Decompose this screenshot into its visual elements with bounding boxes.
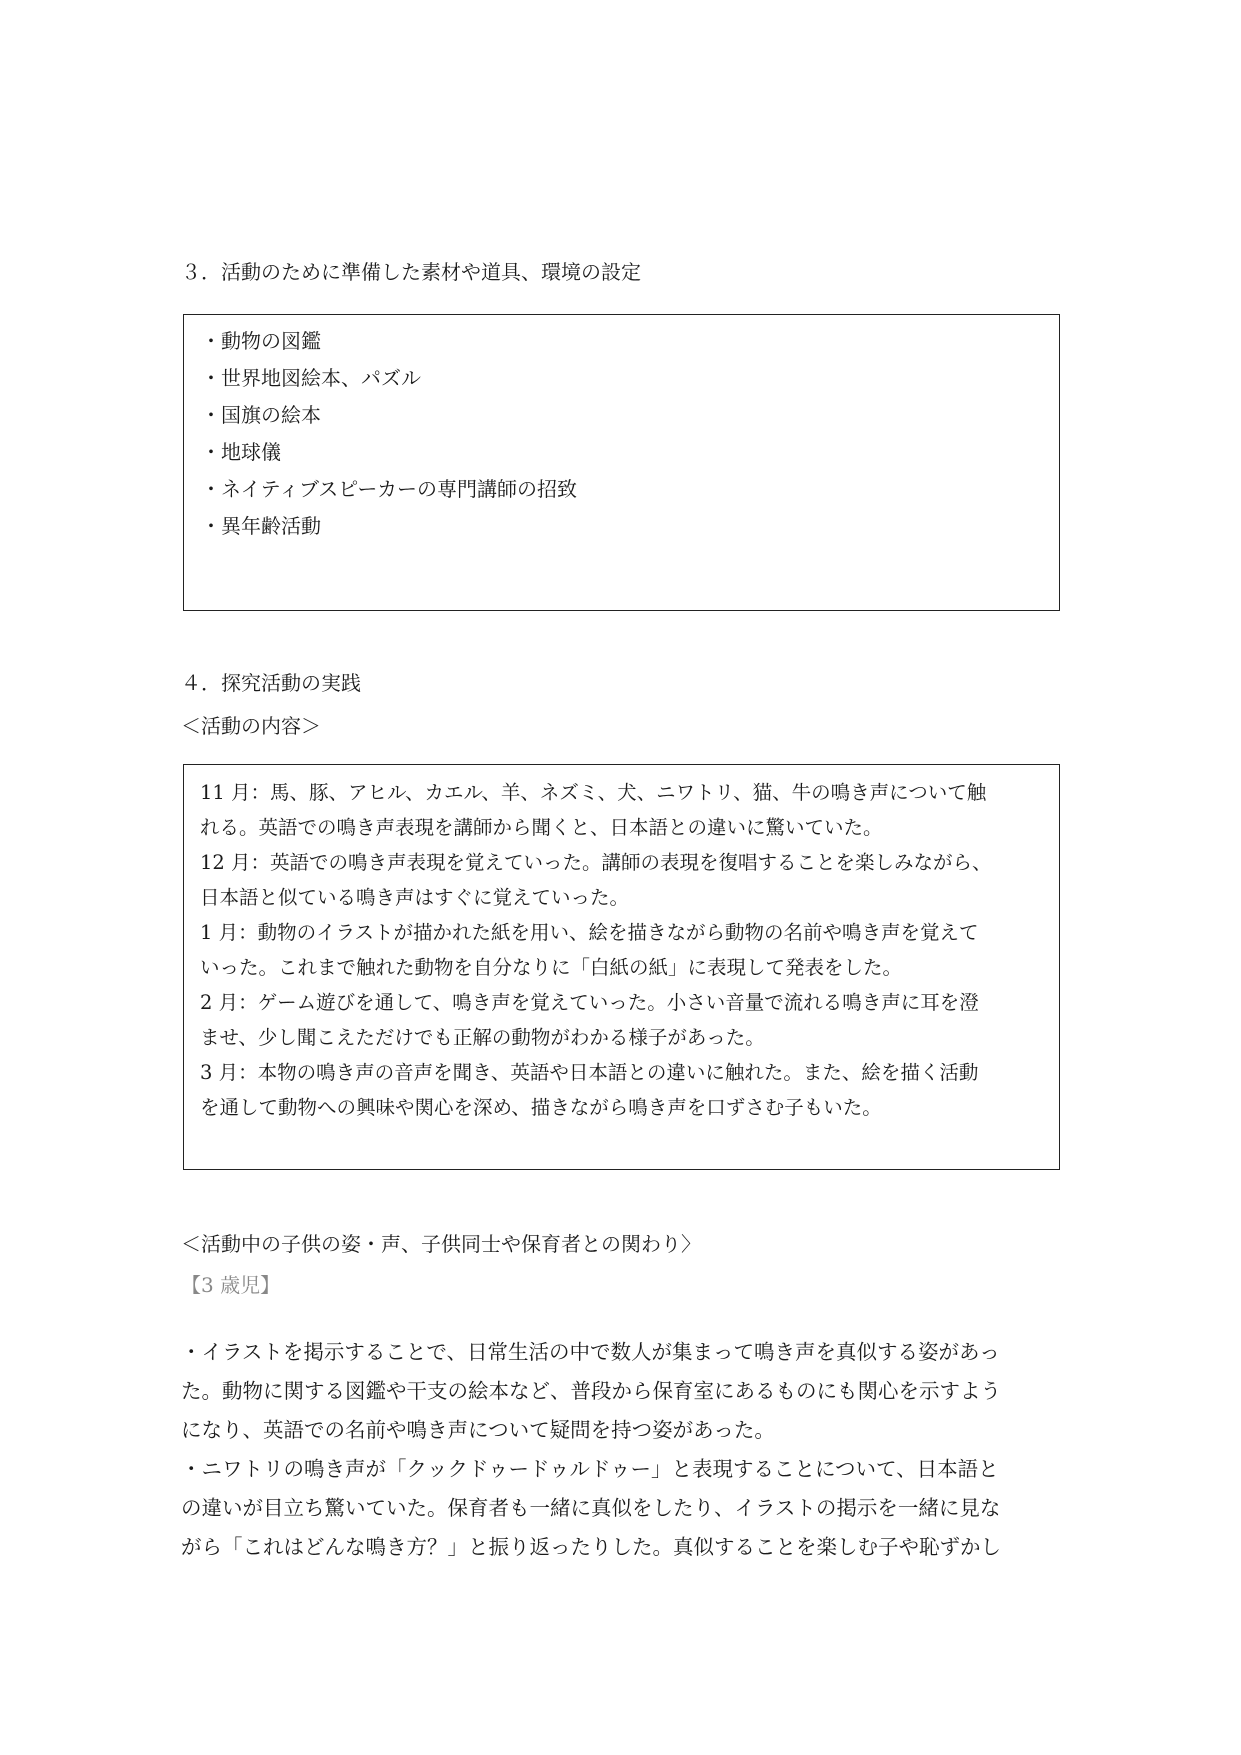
text-line: ・ニワトリの鳴き声が「クックドゥードゥルドゥー」と表現することについて、日本語と — [181, 1457, 999, 1481]
list-item: ・世界地図絵本、パズル — [201, 366, 421, 390]
activity-content-subheading: ＜活動の内容＞ — [181, 714, 321, 738]
text-line: 3 月：本物の鳴き声の音声を聞き、英語や日本語との違いに触れた。また、絵を描く活動 — [200, 1061, 979, 1084]
list-item: ・異年齢活動 — [201, 514, 321, 538]
text-line: 12 月：英語での鳴き声表現を覚えていった。講師の表現を復唱することを楽しみながら、 — [200, 851, 992, 874]
text-line: 11 月：馬、豚、アヒル、カエル、羊、ネズミ、犬、ニワトリ、猫、牛の鳴き声について触 — [200, 781, 987, 804]
text-line: 1 月：動物のイラストが描かれた紙を用い、絵を描きながら動物の名前や鳴き声を覚えて — [200, 921, 979, 944]
section4-heading: ４．探究活動の実践 — [181, 671, 361, 695]
text-line: ・イラストを掲示することで、日常生活の中で数人が集まって鳴き声を真似する姿があっ — [181, 1340, 1000, 1364]
text-line: になり、英語での名前や鳴き声について疑問を持つ姿があった。 — [181, 1418, 775, 1442]
text-line: た。動物に関する図鑑や干支の絵本など、普段から保育室にあるものにも関心を示すよう — [181, 1379, 1001, 1403]
text-line: 日本語と似ている鳴き声はすぐに覚えていった。 — [200, 886, 630, 909]
text-line: いった。これまで触れた動物を自分なりに「白紙の紙」に表現して発表をした。 — [200, 956, 903, 979]
materials-list — [201, 323, 577, 545]
children-interaction-text — [181, 1333, 1001, 1567]
text-line: の違いが目立ち驚いていた。保育者も一緒に真似をしたり、イラストの掲示を一緒に見な — [181, 1496, 1001, 1520]
age-label: 【3 歳児】 — [181, 1273, 281, 1297]
activity-content-box — [183, 764, 1060, 1170]
activity-content-text — [200, 775, 992, 1125]
text-line: がら「これはどんな鳴き方？」と振り返ったりした。真似することを楽しむ子や恥ずかし — [181, 1535, 1001, 1559]
text-line: を通して動物への興味や関心を深め、描きながら鳴き声を口ずさむ子もいた。 — [200, 1096, 882, 1119]
materials-box — [183, 314, 1060, 611]
list-item: ・ネイティブスピーカーの専門講師の招致 — [201, 477, 577, 501]
children-interaction-subheading: ＜活動中の子供の姿・声、子供同士や保育者との関わり〉 — [181, 1232, 701, 1256]
list-item: ・動物の図鑑 — [201, 329, 321, 353]
text-line: ませ、少し聞こえただけでも正解の動物がわかる様子があった。 — [200, 1026, 765, 1049]
text-line: 2 月：ゲーム遊びを通して、鳴き声を覚えていった。小さい音量で流れる鳴き声に耳を澄 — [200, 991, 979, 1014]
text-line: れる。英語での鳴き声表現を講師から聞くと、日本語との違いに驚いていた。 — [200, 816, 883, 839]
section3-heading: ３．活動のために準備した素材や道具、環境の設定 — [181, 260, 641, 284]
list-item: ・国旗の絵本 — [201, 403, 321, 427]
list-item: ・地球儀 — [201, 440, 281, 464]
